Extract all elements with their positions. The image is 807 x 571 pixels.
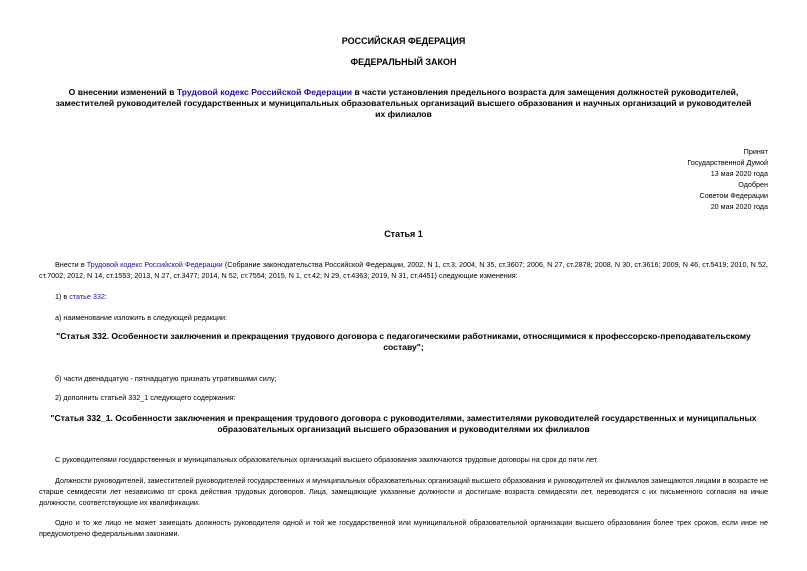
article-332-link[interactable]: статье 332 [69,292,105,301]
title-prefix: О внесении изменений в [68,87,177,97]
article-332-quote: "Статья 332. Особенности заключения и прекращения трудового договора с педагогическими работниками, относящимися к профессорско-преподавательскому составу"; [56,331,751,352]
intro-labor-code-link[interactable]: Трудовой кодекс Российской Федерации [86,260,223,269]
article-1-heading: Статья 1 [384,229,423,239]
article-1-intro [39,259,768,281]
item-1-suffix: : [104,292,107,301]
law-type-heading: ФЕДЕРАЛЬНЫЙ ЗАКОН [350,57,457,67]
paragraph-age-limit: Должности руководителей, заместителей руководителей государственных и муниципальных образовательных организаций высшего образования и руководителей их филиалов замещаются лицами в возрасте не старше семидесяти лет независимо от срока действия трудовых договоров. Лица, замещающие указанные должности и достигшие возраста семидесяти лет, переводятся с их письменного согласия на иные должности, соответствующие их квалификации. [39,476,768,507]
duma-date: 13 мая 2020 года [710,169,768,178]
approved-label: Одобрен [738,180,768,189]
accepted-label: Принят [743,147,768,156]
item-2: 2) дополнить статьей 332_1 следующего содержания: [55,393,236,402]
state-duma-label: Государственной Думой [687,158,768,167]
title-suffix: в части установления предельного возраста для замещения должностей руководителей, заместителей руководителей государственных и муниципальных образовательных организаций высшего образования и научных организаций и руководителей их филиалов [55,87,752,119]
council-date: 20 мая 2020 года [710,202,768,211]
intro-suffix: (Собрание законодательства Российской Федерации, 2002, N 1, ст.3; 2004, N 35, ст.3607; 2006, N 27, ст.2878; 2008, N 30, ст.3616; 2009, N 46, ст.5419; 2010, N 52, ст.7002; 2012, N 14, ст.1553; 2013, N 27, ст.3477; 2014, N 52, ст.7554; 2015, N 1, ст.42; N 29, ст.4363; 2019, N 31, ст.4451) следующие изменения: [39,260,768,280]
item-1-prefix: 1) в [55,292,70,301]
item-1 [39,291,768,302]
item-b: б) части двенадцатую - пятнадцатую признать утратившими силу; [55,374,277,383]
item-a: а) наименование изложить в следующей редакции: [55,313,228,322]
law-title [50,87,757,120]
paragraph-term-limit: Одно и то же лицо не может замещать должность руководителя одной и той же государственной или муниципальной образовательной организации высшего образования более трех сроков, если иное не предусмотрено федеральными законами. [39,518,768,538]
labor-code-link[interactable]: Трудовой кодекс Российской Федерации [176,87,353,97]
article-332-1-quote: "Статья 332_1. Особенности заключения и прекращения трудового договора с руководителями, заместителями руководителей государственных и муниципальных образовательных организаций высшего образования и руководителями их филиалов [50,413,757,434]
paragraph-term: С руководителями государственных и муниципальных образовательных организаций высшего образования заключаются трудовые договоры на срок до пяти лет. [55,455,599,464]
country-heading: РОССИЙСКАЯ ФЕДЕРАЦИЯ [341,36,466,46]
adoption-block [687,146,768,212]
intro-prefix: Внести в [55,260,87,269]
federation-council-label: Советом Федерации [699,191,768,200]
